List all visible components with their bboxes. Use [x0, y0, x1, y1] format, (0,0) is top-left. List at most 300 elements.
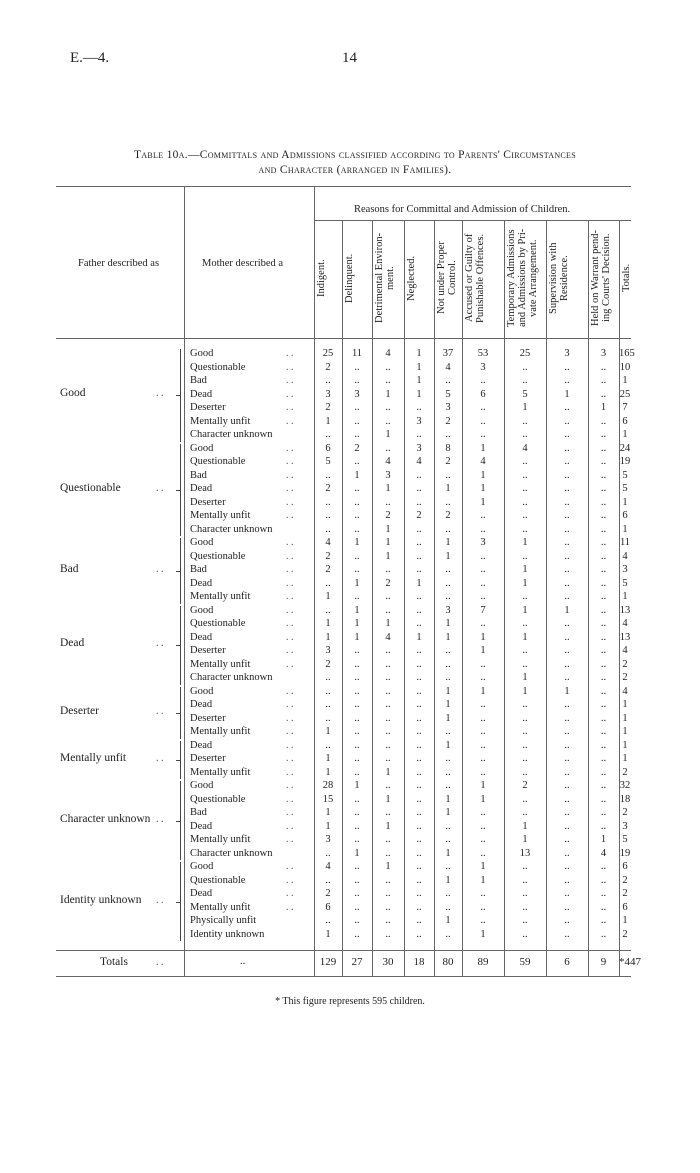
cell-value: 1 — [522, 604, 528, 616]
cell-value: .. — [522, 901, 528, 913]
cell-value: .. — [564, 915, 570, 926]
cell-value: .. — [354, 523, 360, 535]
mother-label: Dead — [190, 888, 213, 899]
cell-value: .. — [354, 456, 360, 467]
group-brace — [180, 349, 181, 442]
cell-value: .. — [416, 429, 422, 440]
cell-value: 2 — [522, 780, 528, 791]
cell-value: 1 — [325, 753, 331, 764]
cell-value: .. — [480, 591, 486, 602]
cell-value: 1 — [325, 766, 331, 778]
cell-value: .. — [325, 469, 331, 481]
footnote: * This figure represents 595 children. — [275, 996, 425, 1007]
cell-value: 1 — [385, 523, 391, 535]
cell-value: .. — [480, 550, 486, 562]
cell-value: 1 — [416, 388, 422, 400]
cell-value: 2 — [622, 807, 628, 818]
cell-value: 8 — [445, 442, 451, 454]
cell-value: 1 — [480, 645, 486, 656]
cell-value: .. — [480, 375, 486, 386]
cell-value: .. — [564, 429, 570, 440]
cell-value: .. — [385, 564, 391, 575]
cell-value: .. — [385, 780, 391, 791]
leader-dots: . . — [156, 388, 164, 400]
cell-value: 28 — [322, 780, 334, 791]
leader-dots: . . — [286, 874, 294, 886]
cell-value: .. — [600, 442, 607, 454]
cell-value: .. — [354, 361, 360, 373]
mother-label: Deserter — [190, 645, 226, 656]
group-brace — [180, 606, 181, 685]
cell-value: 3 — [564, 348, 570, 359]
cell-value: .. — [416, 672, 422, 683]
cell-value: .. — [522, 888, 528, 899]
cell-value: 1 — [325, 591, 331, 602]
cell-value: 2 — [416, 510, 422, 521]
cell-value: 3 — [445, 604, 451, 616]
group-brace — [180, 741, 181, 780]
cell-value: 1 — [622, 375, 628, 386]
cell-value: 3 — [480, 361, 486, 373]
cell-value: 1 — [445, 712, 451, 724]
cell-value: .. — [522, 510, 528, 521]
cell-value: .. — [416, 537, 422, 548]
cell-value: .. — [354, 915, 360, 926]
cell-value: .. — [522, 591, 528, 602]
leader-dots: . . — [286, 591, 294, 602]
cell-value: .. — [600, 699, 607, 710]
cell-value: 2 — [622, 672, 628, 683]
cell-value: .. — [522, 483, 528, 494]
cell-value: .. — [564, 658, 570, 670]
cell-value: .. — [480, 564, 486, 575]
cell-value: .. — [325, 523, 331, 535]
cell-value: 1 — [385, 861, 391, 872]
father-label: Identity unknown — [60, 893, 142, 906]
totals-label: Totals — [100, 956, 128, 968]
cell-value: .. — [564, 564, 570, 575]
cell-value: .. — [480, 888, 486, 899]
cell-value: 5 — [622, 577, 628, 589]
cell-value: 1 — [522, 672, 528, 683]
leader-dots: . . — [286, 645, 294, 656]
cell-value: 4 — [325, 537, 331, 548]
column-header: Indigent. — [316, 259, 327, 297]
cell-value: .. — [600, 591, 607, 602]
mother-label: Good — [190, 348, 214, 359]
cell-value: .. — [416, 550, 422, 562]
cell-value: .. — [416, 834, 422, 845]
cell-value: .. — [600, 388, 607, 400]
cell-value: .. — [385, 739, 391, 751]
leader-dots: . . — [286, 604, 294, 616]
cell-value: .. — [385, 699, 391, 710]
cell-value: .. — [445, 820, 451, 832]
leader-dots: . . — [286, 807, 294, 818]
cell-value: .. — [416, 483, 422, 494]
mother-label: Character unknown — [190, 429, 273, 440]
cell-value: .. — [600, 753, 607, 764]
cell-value: .. — [416, 699, 422, 710]
leader-dots: . . — [156, 752, 164, 764]
cell-value: .. — [385, 753, 391, 764]
father-label: Dead — [60, 637, 85, 649]
brace-tip — [176, 713, 180, 714]
mother-label: Mentally unfit — [190, 591, 251, 602]
cell-value: 1 — [445, 847, 451, 859]
leader-dots: . . — [156, 705, 164, 717]
leader-dots: . . — [286, 766, 294, 778]
page-reference: E.—4. — [70, 50, 110, 66]
cell-value: 1 — [522, 820, 528, 832]
cell-value: .. — [445, 901, 451, 913]
cell-value: 2 — [385, 577, 391, 589]
cell-value: 1 — [325, 726, 331, 737]
cell-value: .. — [564, 618, 570, 629]
mother-label: Deserter — [190, 496, 226, 508]
mother-label: Mentally unfit — [190, 510, 251, 521]
cell-value: .. — [325, 685, 331, 697]
leader-dots: . . — [156, 813, 164, 825]
cell-value: .. — [416, 685, 422, 697]
cell-value: .. — [600, 429, 607, 440]
cell-value: 6 — [622, 510, 628, 521]
brace-tip — [176, 645, 180, 646]
cell-value: .. — [600, 496, 607, 508]
mother-label: Good — [190, 780, 214, 791]
cell-value: 5 — [622, 483, 628, 494]
cell-value: .. — [325, 712, 331, 724]
cell-value: 1 — [445, 685, 451, 697]
cell-value: 1 — [325, 928, 331, 940]
cell-value: .. — [416, 469, 422, 481]
brace-tip — [176, 821, 180, 822]
cell-value: .. — [480, 847, 486, 859]
cell-value: .. — [564, 834, 570, 845]
totals-value: 129 — [319, 956, 337, 968]
cell-value: 1 — [385, 820, 391, 832]
cell-value: .. — [354, 874, 360, 886]
cell-value: 4 — [622, 685, 628, 697]
cell-value: 2 — [325, 550, 331, 562]
cell-value: 2 — [325, 658, 331, 670]
totals-mother: .. — [240, 956, 246, 967]
cell-value: .. — [416, 901, 422, 913]
cell-value: .. — [480, 429, 486, 440]
cell-value: 1 — [416, 361, 422, 373]
cell-value: .. — [600, 861, 607, 872]
leader-dots: . . — [286, 348, 294, 359]
cell-value: 1 — [480, 442, 486, 454]
cell-value: 1 — [622, 699, 628, 710]
cell-value: .. — [600, 712, 607, 724]
leader-dots: . . — [286, 537, 294, 548]
leader-dots: . . — [286, 375, 294, 386]
cell-value: 1 — [622, 739, 628, 751]
cell-value: 4 — [385, 456, 391, 467]
cell-value: .. — [416, 888, 422, 899]
cell-value: 4 — [445, 361, 451, 373]
leader-dots: . . — [286, 658, 294, 670]
leader-dots: . . — [286, 712, 294, 724]
cell-value: .. — [564, 415, 570, 427]
cell-value: .. — [325, 496, 331, 508]
cell-value: .. — [416, 564, 422, 575]
cell-value: 1 — [354, 847, 360, 859]
reasons-rule — [314, 220, 631, 221]
cell-value: .. — [385, 591, 391, 602]
cell-value: 5 — [445, 388, 451, 400]
cell-value: .. — [564, 577, 570, 589]
cell-value: .. — [416, 402, 422, 413]
father-label: Good — [60, 387, 86, 400]
mother-label: Dead — [190, 577, 213, 589]
cell-value: 5 — [622, 469, 628, 481]
cell-value: 2 — [622, 658, 628, 670]
cell-value: 11 — [619, 537, 631, 548]
cell-value: .. — [600, 483, 607, 494]
cell-value: 2 — [325, 402, 331, 413]
totals-value: 9 — [600, 956, 607, 968]
cell-value: 3 — [622, 564, 628, 575]
leader-dots: . . — [286, 753, 294, 764]
cell-value: .. — [385, 874, 391, 886]
leader-dots: . . — [286, 726, 294, 737]
cell-value: .. — [354, 429, 360, 440]
cell-value: .. — [600, 645, 607, 656]
cell-value: 1 — [354, 631, 360, 643]
cell-value: 1 — [385, 766, 391, 778]
mother-label: Questionable — [190, 361, 246, 373]
cell-value: .. — [600, 672, 607, 683]
cell-value: .. — [354, 726, 360, 737]
cell-value: .. — [600, 793, 607, 805]
cell-value: .. — [480, 712, 486, 724]
cell-value: 1 — [354, 537, 360, 548]
mother-label: Questionable — [190, 456, 246, 467]
cell-value: 6 — [480, 388, 486, 400]
cell-value: .. — [325, 510, 331, 521]
mother-label: Mentally unfit — [190, 415, 251, 427]
cell-value: .. — [416, 807, 422, 818]
cell-value: 3 — [622, 820, 628, 832]
cell-value: 15 — [322, 793, 334, 805]
cell-value: .. — [385, 915, 391, 926]
cell-value: 2 — [325, 483, 331, 494]
column-header: Detrimental Environ-ment. — [374, 232, 396, 324]
cell-value: .. — [354, 861, 360, 872]
cell-value: 3 — [600, 348, 607, 359]
father-label: Mentally unfit — [60, 751, 127, 764]
cell-value: .. — [445, 726, 451, 737]
cell-value: 2 — [354, 442, 360, 454]
cell-value: .. — [416, 645, 422, 656]
cell-value: .. — [385, 685, 391, 697]
cell-value: .. — [354, 834, 360, 845]
father-label: Questionable — [60, 481, 121, 494]
cell-value: .. — [325, 577, 331, 589]
cell-value: .. — [600, 631, 607, 643]
cell-value: .. — [416, 753, 422, 764]
cell-value: .. — [480, 658, 486, 670]
cell-value: .. — [385, 928, 391, 940]
cell-value: .. — [564, 402, 570, 413]
cell-value: .. — [480, 672, 486, 683]
mother-label: Dead — [190, 820, 213, 832]
cell-value: 3 — [354, 388, 360, 400]
cell-value: .. — [564, 456, 570, 467]
mother-label: Deserter — [190, 753, 226, 764]
cell-value: .. — [564, 712, 570, 724]
totals-value: 80 — [442, 956, 454, 968]
cell-value: 25 — [322, 348, 334, 359]
cell-value: .. — [522, 645, 528, 656]
cell-value: 7 — [480, 604, 486, 616]
cell-value: .. — [480, 739, 486, 751]
cell-value: 2 — [325, 888, 331, 899]
cell-value: .. — [354, 699, 360, 710]
cell-value: .. — [325, 699, 331, 710]
cell-value: .. — [600, 901, 607, 913]
cell-value: .. — [600, 807, 607, 818]
cell-value: 4 — [480, 456, 486, 467]
cell-value: 6 — [622, 861, 628, 872]
totals-value: 59 — [519, 956, 531, 968]
cell-value: .. — [445, 780, 451, 791]
cell-value: .. — [480, 726, 486, 737]
leader-dots: . . — [286, 888, 294, 899]
totals-value: 27 — [351, 956, 363, 968]
cell-value: 1 — [480, 861, 486, 872]
brace-tip — [176, 902, 180, 903]
totals-value: 6 — [564, 956, 570, 968]
cell-value: .. — [385, 847, 391, 859]
cell-value: 1 — [480, 780, 486, 791]
cell-value: .. — [325, 375, 331, 386]
cell-value: 1 — [564, 604, 570, 616]
mother-label: Bad — [190, 469, 207, 481]
cell-value: .. — [564, 442, 570, 454]
cell-value: 2 — [445, 456, 451, 467]
mother-label: Questionable — [190, 874, 246, 886]
cell-value: 25 — [519, 348, 531, 359]
cell-value: 1 — [522, 537, 528, 548]
cell-value: 1 — [564, 388, 570, 400]
leader-dots: . . — [286, 510, 294, 521]
table-head-rule — [56, 338, 631, 339]
cell-value: .. — [445, 577, 451, 589]
group-brace — [180, 444, 181, 537]
cell-value: .. — [522, 415, 528, 427]
leader-dots: . . — [286, 699, 294, 710]
rule-mother-left — [184, 186, 185, 976]
cell-value: .. — [564, 537, 570, 548]
cell-value: .. — [564, 820, 570, 832]
mother-label: Mentally unfit — [190, 901, 251, 913]
cell-value: .. — [564, 847, 570, 859]
leader-dots: . . — [286, 861, 294, 872]
cell-value: .. — [385, 375, 391, 386]
cell-value: 1 — [445, 550, 451, 562]
column-header: Supervision with Residence. — [548, 242, 570, 314]
cell-value: 3 — [385, 469, 391, 481]
cell-value: .. — [600, 888, 607, 899]
cell-value: 1 — [445, 915, 451, 926]
cell-value: 1 — [480, 874, 486, 886]
totals-rule — [56, 950, 631, 951]
cell-value: .. — [385, 888, 391, 899]
leader-dots: . . — [286, 388, 294, 400]
cell-value: .. — [416, 726, 422, 737]
title-line-1: Table 10a.—Committals and Admissions classified according to Parents' Circumstances — [134, 149, 576, 161]
cell-value: 4 — [622, 550, 628, 562]
cell-value: .. — [445, 834, 451, 845]
group-brace — [180, 687, 181, 739]
cell-value: .. — [416, 523, 422, 535]
table-top-rule — [56, 186, 631, 187]
cell-value: .. — [354, 807, 360, 818]
mother-label: Bad — [190, 564, 207, 575]
cell-value: 1 — [445, 739, 451, 751]
column-header: Delinquent. — [344, 253, 355, 303]
mother-label: Character unknown — [190, 523, 273, 535]
cell-value: 1 — [522, 577, 528, 589]
group-brace — [180, 781, 181, 860]
cell-value: .. — [385, 604, 391, 616]
leader-dots: . . — [286, 469, 294, 481]
leader-dots: . . — [286, 550, 294, 562]
cell-value: .. — [416, 915, 422, 926]
cell-value: 19 — [619, 456, 631, 467]
cell-value: .. — [445, 564, 451, 575]
cell-value: 4 — [416, 456, 422, 467]
table-title — [70, 148, 640, 178]
cell-value: .. — [416, 658, 422, 670]
leader-dots: . . — [286, 415, 294, 427]
leader-dots: . . — [286, 577, 294, 589]
brace-tip — [176, 760, 180, 761]
cell-value: 1 — [622, 712, 628, 724]
cell-value: .. — [522, 766, 528, 778]
cell-value: .. — [600, 739, 607, 751]
cell-value: 2 — [325, 564, 331, 575]
cell-value: 1 — [522, 631, 528, 643]
cell-value: .. — [522, 928, 528, 940]
cell-value: .. — [564, 780, 570, 791]
cell-value: .. — [385, 712, 391, 724]
mother-label: Mentally unfit — [190, 766, 251, 778]
cell-value: .. — [480, 510, 486, 521]
cell-value: .. — [600, 415, 607, 427]
cell-value: .. — [445, 591, 451, 602]
mother-label: Good — [190, 537, 214, 548]
cell-value: .. — [600, 523, 607, 535]
cell-value: 18 — [619, 793, 631, 805]
header-reasons: Reasons for Committal and Admission of Children. — [354, 204, 571, 215]
cell-value: 4 — [622, 645, 628, 656]
cell-value: 6 — [325, 901, 331, 913]
cell-value: 1 — [445, 874, 451, 886]
cell-value: .. — [445, 766, 451, 778]
cell-value: .. — [522, 874, 528, 886]
cell-value: 37 — [442, 348, 454, 359]
cell-value: .. — [522, 793, 528, 805]
leader-dots: . . — [286, 442, 294, 454]
group-brace — [180, 538, 181, 604]
cell-value: 1 — [385, 618, 391, 629]
cell-value: 1 — [445, 807, 451, 818]
cell-value: .. — [325, 604, 331, 616]
